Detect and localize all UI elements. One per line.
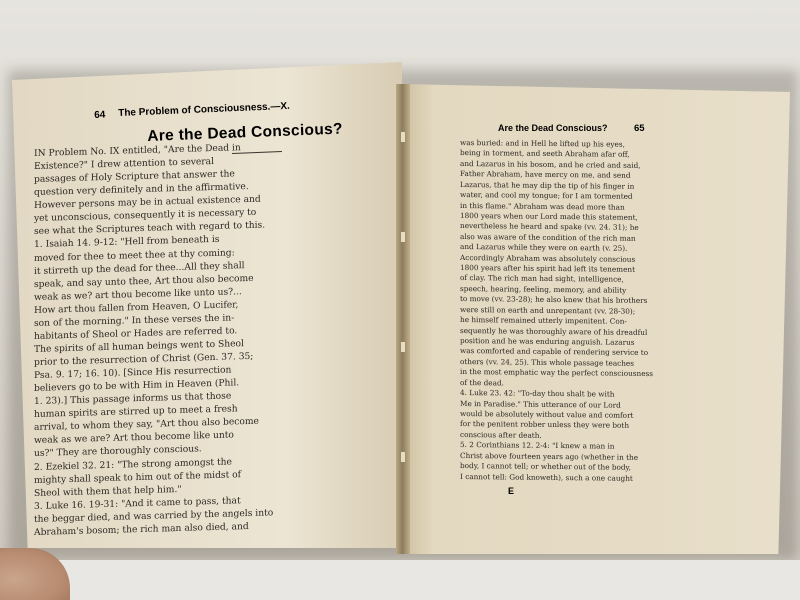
text-line: were still on earth and unrepentant (vv. 28-30);: [460, 304, 636, 316]
text-line: 3. Luke 16. 19-31: "And it came to pass, that: [34, 495, 241, 512]
table-surface: [0, 560, 800, 600]
right-page-number: 65: [634, 123, 645, 134]
text-line: 5. 2 Corinthians 12. 2-4: "I knew a man in: [460, 440, 615, 451]
text-line: I cannot tell: God knoweth), such a one caught: [460, 471, 633, 483]
text-line: for the penitent robber unless they were both: [460, 419, 630, 431]
left-page-text: [34, 139, 370, 540]
text-line: nevertheless he heard and spake (vv. 24. 31); he: [460, 221, 639, 233]
text-line: human spirits are stirred up to meet a fresh: [34, 404, 238, 421]
text-line: passages of Holy Scripture that answer the: [34, 169, 235, 186]
text-line: question very definitely and in the affirmative.: [34, 182, 249, 199]
text-line: Existence?" I drew attention to several: [34, 157, 215, 173]
text-line: also was aware of the condition of the rich man: [460, 231, 636, 243]
text-line: being in torment, and seeth Abraham afar off,: [460, 148, 630, 160]
text-line: believers go to be with Him in Heaven (Phil.: [34, 378, 240, 395]
text-line: sequently he was thoroughly aware of his dreadful: [460, 325, 648, 337]
book-spine: [396, 84, 410, 554]
text-line: Father Abraham, have mercy on me, and send: [460, 169, 631, 181]
text-line: to move (vv. 23-28); he also knew that his brothers: [460, 294, 648, 306]
text-line: and Lazarus in his bosom, and he cried and said,: [460, 158, 641, 170]
text-line: How art thou fallen from Heaven, O Lucifer,: [34, 300, 239, 316]
spine-stitch: [401, 342, 405, 352]
text-line: arrival, to whom they say, "Art thou also become: [34, 417, 259, 434]
text-line: Lazarus, that he may dip the tip of his finger in: [460, 179, 635, 191]
text-line: Abraham's bosom; the rich man also died, and: [34, 521, 249, 538]
text-line: Accordingly Abraham was absolutely conscious: [460, 252, 636, 264]
text-line: moved for thee to meet thee at thy coming:: [34, 247, 235, 264]
left-page-number: 64: [94, 109, 106, 121]
spine-stitch: [401, 132, 405, 142]
signature-mark: E: [508, 486, 515, 496]
text-line: in the most emphatic way the perfect consciousness: [460, 367, 653, 379]
text-line: speak, and say unto thee, Art thou also become: [34, 273, 254, 290]
right-page-text: [460, 138, 760, 485]
text-line: weak as we? art thou become like unto us?...: [34, 286, 242, 303]
text-line: weak as we are? Art thou become like unto: [34, 430, 234, 447]
text-line: prior to the resurrection of Christ (Gen. 37. 35;: [34, 351, 254, 368]
text-line: conscious after death.: [460, 429, 542, 440]
text-line: the beggar died, and was carried by the angels into: [34, 508, 274, 525]
text-line: 1800 years when our Lord made this statement,: [460, 210, 638, 222]
text-line: see what the Scriptures teach with regard to this.: [34, 220, 266, 238]
text-line: us?" They are thoroughly conscious.: [34, 444, 202, 460]
spine-stitch: [401, 452, 405, 462]
text-line: would be absolutely without value and comfort: [460, 408, 634, 420]
text-line: habitants of Sheol or Hades are referred to.: [34, 326, 238, 342]
text-line: 1. Isaiah 14. 9-12: "Hell from beneath is: [34, 235, 220, 251]
text-line: mighty shall speak to him out of the midst of: [34, 469, 242, 486]
text-line: and Lazarus while they were on earth (v. 25).: [460, 242, 628, 253]
text-line: Sheol with them that help him.": [34, 484, 182, 499]
text-line: However persons may be in actual existence and: [34, 194, 261, 212]
text-line: he himself remained utterly impenitent. Con-: [460, 315, 627, 326]
text-line: 1800 years after his spirit had left its tenement: [460, 263, 635, 274]
text-line: Psa. 9. 17; 16. 10). [Since His resurrection: [34, 365, 232, 382]
text-line: position and he was enduring anguish. Lazarus: [460, 336, 635, 347]
right-running-head: Are the Dead Conscious?: [498, 123, 608, 133]
text-line: body, I cannot tell; or whether out of the body,: [460, 461, 631, 472]
left-running-head: The Problem of Consciousness.—X.: [118, 100, 291, 119]
text-line: son of the morning." In these verses the in-: [34, 313, 235, 329]
text-line: Me in Paradise." This utterance of our Lord: [460, 398, 621, 410]
text-line: in this flame." Abraham was dead more than: [460, 200, 625, 212]
text-line: others (vv. 24, 25). This whole passage teaches: [460, 356, 634, 368]
text-line: The spirits of all human beings went to Sheol: [34, 339, 244, 355]
text-line: it stirreth up the dead for thee...All they shall: [34, 260, 245, 277]
text-line: 4. Luke 23. 42: "To-day thou shalt be with: [460, 388, 615, 399]
text-line: 1. 23).] This passage informs us that those: [34, 391, 232, 408]
text-line: yet unconscious, consequently it is necessary to: [34, 208, 257, 225]
text-line: IN Problem No. IX entitled, "Are the Dead in: [34, 143, 241, 159]
text-line: was comforted and capable of rendering service to: [460, 346, 649, 358]
text-line: of the dead.: [460, 377, 504, 388]
chapter-title: Are the Dead Conscious?: [147, 120, 344, 145]
spine-stitch: [401, 232, 405, 242]
text-line: of clay. The rich man had sight, intelligence,: [460, 273, 624, 285]
text-line: water, and cool my tongue; for I am tormented: [460, 190, 633, 201]
text-line: was buried: and in Hell he lifted up his eyes,: [460, 138, 625, 149]
text-line: speech, hearing, feeling, memory, and ability: [460, 283, 627, 295]
text-line: 2. Ezekiel 32. 21: "The strong amongst the: [34, 456, 232, 473]
text-line: Christ above fourteen years ago (whether in the: [460, 450, 639, 462]
